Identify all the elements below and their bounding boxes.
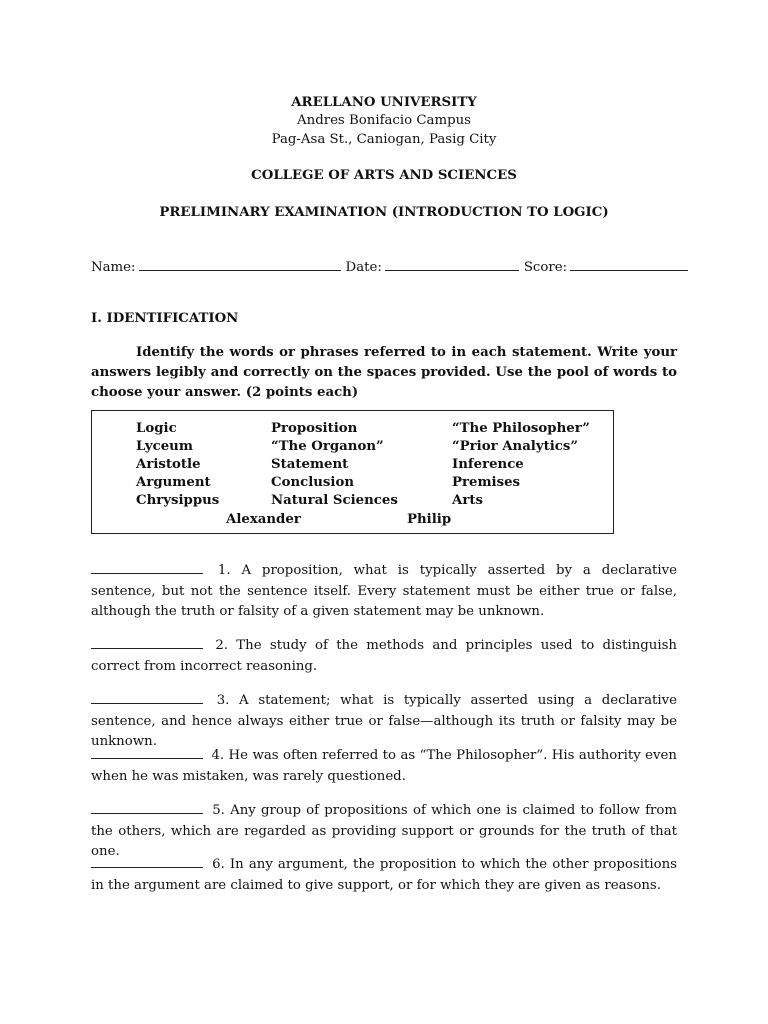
pool-word: Aristotle: [136, 457, 201, 472]
pool-word: Conclusion: [271, 475, 355, 490]
campus-address: Pag-Asa St., Caniogan, Pasig City: [271, 132, 497, 147]
question-item: [91, 855, 677, 896]
answer-blank[interactable]: [91, 801, 203, 814]
answer-blank[interactable]: [91, 691, 203, 704]
answer-blank[interactable]: [91, 636, 203, 649]
question-text: 6. In any argument, the proposition to which the other propositions in the argument are claimed to give support, or for which they are given as reasons.: [91, 857, 677, 893]
date-label: Date:: [345, 260, 382, 275]
pool-word: “Prior Analytics”: [452, 439, 579, 454]
pool-word: Statement: [271, 457, 349, 472]
student-info-line: [91, 257, 691, 277]
question-text: 3. A statement; what is typically asserted using a declarative sentence, and hence always either true or false—although its truth or falsity may be unknown.: [91, 693, 677, 749]
date-blank[interactable]: [385, 257, 519, 271]
pool-word: Lyceum: [136, 439, 193, 454]
campus-name: Andres Bonifacio Campus: [297, 113, 471, 128]
pool-word: Inference: [452, 457, 524, 472]
pool-word: “The Philosopher”: [452, 421, 590, 436]
section-title: I. IDENTIFICATION: [91, 311, 239, 326]
question-text: 4. He was often referred to as “The Philosopher”. His authority even when he was mistaken, was rarely questioned.: [91, 748, 677, 784]
name-label: Name:: [91, 260, 136, 275]
instructions: Identify the words or phrases referred to in each statement. Write your answers legibly and correctly on the spaces provided. Use the pool of words to choose your answer. (2 points each): [91, 345, 677, 400]
answer-blank[interactable]: [91, 746, 203, 759]
pool-word: Proposition: [271, 421, 358, 436]
question-item: [91, 691, 677, 753]
word-pool-box: [91, 410, 614, 534]
question-text: 2. The study of the methods and principles used to distinguish correct from incorrect reasoning.: [91, 638, 677, 674]
pool-word: Premises: [452, 475, 521, 490]
exam-title: PRELIMINARY EXAMINATION (INTRODUCTION TO LOGIC): [159, 205, 609, 220]
pool-word: Philip: [407, 512, 452, 527]
pool-word: Logic: [136, 421, 177, 436]
pool-word: “The Organon”: [271, 439, 384, 454]
pool-word: Argument: [136, 475, 211, 490]
answer-blank[interactable]: [91, 855, 203, 868]
question-item: [91, 801, 677, 863]
pool-word: Chrysippus: [136, 493, 220, 508]
pool-word: Arts: [452, 493, 483, 508]
college-name: COLLEGE OF ARTS AND SCIENCES: [251, 168, 517, 183]
university-name: ARELLANO UNIVERSITY: [291, 95, 477, 110]
pool-word: Alexander: [226, 512, 301, 527]
score-blank[interactable]: [570, 257, 688, 271]
question-text: 1. A proposition, what is typically asserted by a declarative sentence, but not the sentence itself. Every statement must be either true or false, although the truth or falsity of a given statement may be unknown.: [91, 563, 677, 619]
question-text: 5. Any group of propositions of which one is claimed to follow from the others, which are regarded as providing support or grounds for the truth of that one.: [91, 803, 677, 859]
question-item: [91, 561, 677, 623]
score-label: Score:: [523, 260, 568, 275]
question-item: [91, 746, 677, 787]
name-blank[interactable]: [139, 257, 341, 271]
pool-word: Natural Sciences: [271, 493, 398, 508]
answer-blank[interactable]: [91, 561, 203, 574]
question-item: [91, 636, 677, 677]
